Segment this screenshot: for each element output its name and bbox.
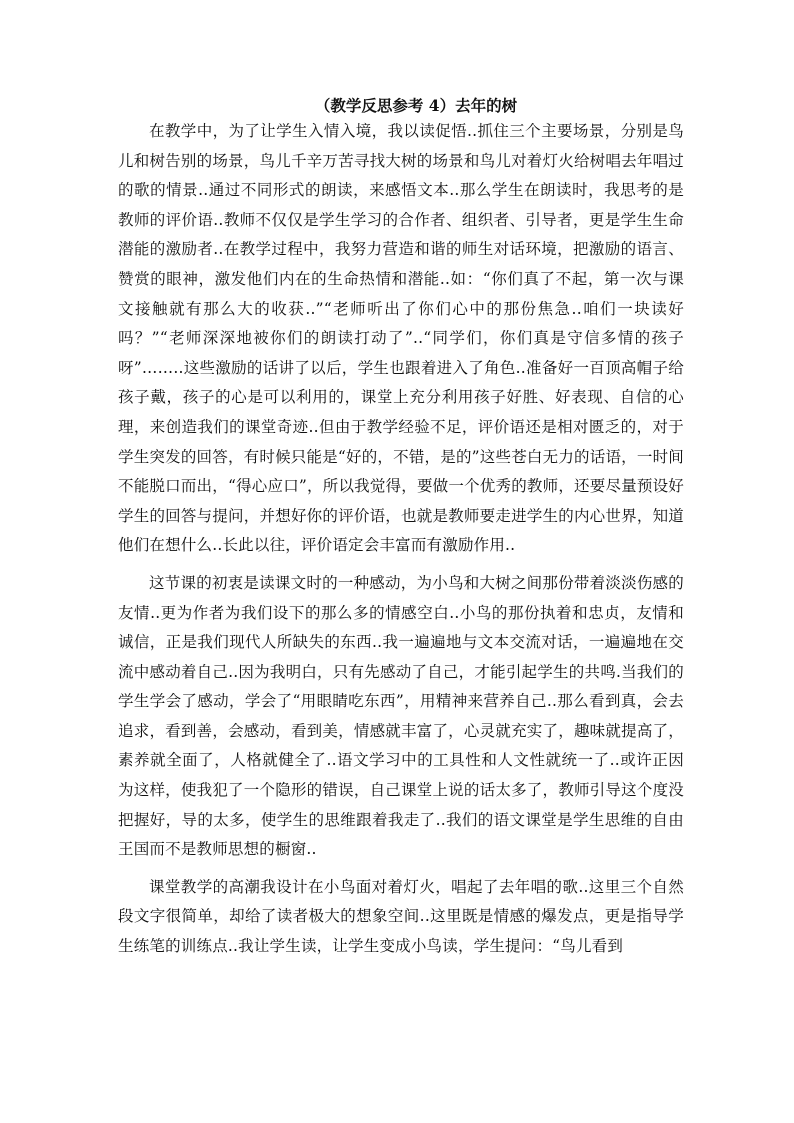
paragraph-3: 课堂教学的高潮我设计在小鸟面对着灯火，唱起了去年唱的歌..这里三个自然段文字很简单，却给了读者极大的想象空间..这里既是情感的爆发点，更是指导学生练笔的训练点..我让学生读，让学生变成小鸟读，学生提问：“鸟儿看到 [118,877,684,956]
document-title: （教学反思参考 4）去年的树 [314,96,518,115]
document-page [118,95,684,962]
paragraph-gap [118,865,684,873]
paragraph-gap [118,561,684,569]
paragraph-1: 在教学中，为了让学生入情入境，我以读促悟..抓住三个主要场景，分别是鸟儿和树告别的场景，鸟儿千辛万苦寻找大树的场景和鸟儿对着灯火给树唱去年唱过的歌的情景..通过不同形式的朗读，来感悟文本..那么学生在朗读时，我思考的是教师的评价语..教师不仅仅是学生学习的合作者、组织者、引导者，更是学生生命潜能的激励者..在教学过程中，我努力营造和谐的师生对话环境，把激励的语言、赞赏的眼神，激发他们内在的生命热情和潜能..如：“你们真了不起，第一次与课文接触就有那么大的收获..”“老师听出了你们心中的那份焦急..咱们一块读好吗？”“老师深深地被你们的朗读打动了”..“同学们，你们真是守信多情的孩子呀”……..这些激励的话讲了以后，学生也跟着进入了角色..准备好一百顶高帽子给孩子戴，孩子的心是可以利用的，课堂上充分利用孩子好胜、好表现、自信的心理，来创造我们的课堂奇迹..但由于教学经验不足，评价语还是相对匮乏的，对于学生突发的回答，有时候只能是“好的，不错，是的”这些苍白无力的话语，一时间不能脱口而出，“得心应口”，所以我觉得，要做一个优秀的教师，还要尽量预设好学生的回答与提问，并想好你的评价语，也就是教师要走进学生的内心世界，知道他们在想什么..长此以往，评价语定会丰富而有激励作用.. [118,122,684,555]
paragraph-2: 这节课的初衷是读课文时的一种感动，为小鸟和大树之间那份带着淡淡伤感的友情..更为作者为我们设下的那么多的情感空白..小鸟的那份执着和忠贞，友情和诚信，正是我们现代人所缺失的东西..我一遍遍地与文本交流对话，一遍遍地在交流中感动着自己..因为我明白，只有先感动了自己，才能引起学生的共鸣.当我们的学生学会了感动，学会了“用眼睛吃东西”，用精神来营养自己..那么看到真，会去追求，看到善，会感动，看到美，情感就丰富了，心灵就充实了，趣味就提高了，素养就全面了，人格就健全了..语文学习中的工具性和人文性就统一了..或许正因为这样，使我犯了一个隐形的错误，自己课堂上说的话太多了，教师引导这个度没把握好，导的太多，使学生的思维跟着我走了..我们的语文课堂是学生思维的自由王国而不是教师思想的橱窗.. [118,573,684,859]
